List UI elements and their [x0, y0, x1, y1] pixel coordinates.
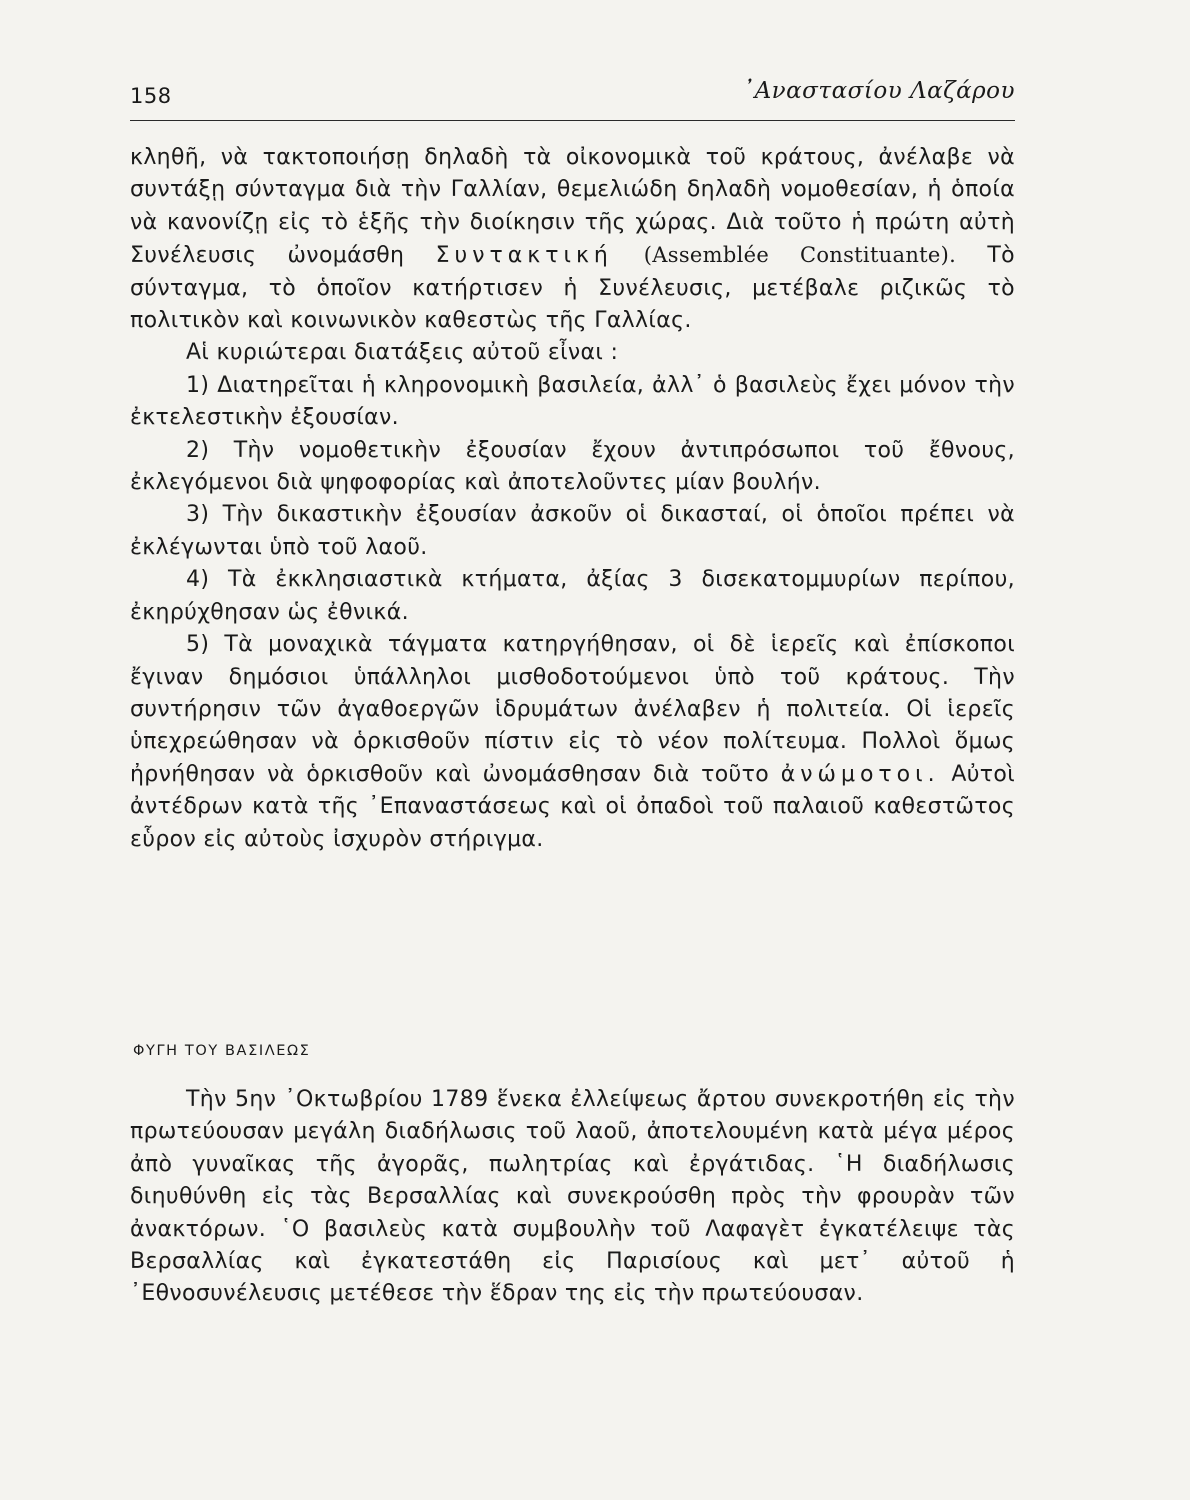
section-heading: ΦΥΓΗ ΤΟΥ ΒΑΣΙΛΕΩΣ [133, 1043, 311, 1059]
emphasized-term: Συντακτική [435, 243, 613, 269]
paragraph-text: κληθῆ, νὰ τακτοποιήσῃ δηλαδὴ τὰ οἰκονομικὰ τοῦ κράτους, ἀνέλαβε νὰ συντάξῃ σύνταγμα διὰ τὴν Γαλλίαν, θεμελιώδη δηλαδὴ νομοθεσίαν, ἡ ὁποία νὰ κανονίζῃ εἰς τὸ ἑξῆς τὴν διοίκησιν τῆς χώρας. Διὰ τοῦτο ἡ πρώτη αὐτὴ Συνέλευσις ὠνομάσθη [130, 145, 1015, 269]
page-header [130, 78, 1015, 114]
section-kings-flight [130, 1084, 1015, 1311]
emphasized-term: ἀνώμοτοι. [780, 761, 940, 787]
running-head: ᾿Αναστασίου Λαζάρου [742, 78, 1015, 104]
paragraph-text: Αὐτοὶ ἀντέδρων κατὰ τῆς ᾿Επαναστάσεως καὶ οἱ ὀπαδοὶ τοῦ παλαιοῦ καθεστῶτος εὗρον εἰς αὐτοὺς ἰσχυρὸν στήριγμα. [130, 761, 1015, 852]
page-number: 158 [130, 84, 172, 108]
list-item-1: 1) Διατηρεῖται ἡ κληρονομικὴ βασιλεία, ἀλλ᾿ ὁ βασιλεὺς ἔχει μόνον τὴν ἐκτελεστικὴν ἐξουσίαν. [130, 372, 1015, 431]
paragraph-provisions-intro: Αἱ κυριώτεραι διατάξεις αὐτοῦ εἶναι : [186, 340, 619, 366]
french-term: (Assemblée Constituante). [612, 243, 957, 268]
paragraph-text: Τὸ σύνταγμα, τὸ ὁποῖον κατήρτισεν ἡ Συνέλευσις, μετέβαλε ριζικῶς τὸ πολιτικὸν καὶ κοινωνικὸν καθεστὼς τῆς Γαλλίας. [130, 243, 1015, 334]
list-item-3: 3) Τὴν δικαστικὴν ἐξουσίαν ἀσκοῦν οἱ δικασταί, οἱ ὁποῖοι πρέπει νὰ ἐκλέγωνται ὑπὸ τοῦ λαοῦ. [130, 502, 1015, 560]
list-item-2: 2) Τὴν νομοθετικὴν ἐξουσίαν ἔχουν ἀντιπρόσωποι τοῦ ἔθνους, ἐκλεγόμενοι διὰ ψηφοφορίας καὶ ἀποτελοῦντες μίαν βουλήν. [130, 437, 1015, 496]
paragraph-october-march: Τὴν 5ην ᾿Οκτωβρίου 1789 ἕνεκα ἐλλείψεως ἄρτου συνεκροτήθη εἰς τὴν πρωτεύουσαν μεγάλη διαδήλωσις τοῦ λαοῦ, ἀποτελουμένη κατὰ μέγα μέρος ἀπὸ γυναῖκας τῆς ἀγορᾶς, πωλητρίας καὶ ἐργάτιδας. ῾Η διαδήλωσις διηυθύνθη εἰς τὰς Βερσαλλίας καὶ συνεκρούσθη πρὸς τὴν φρουρὰν τῶν ἀνακτόρων. ῾Ο βασιλεὺς κατὰ συμβουλὴν τοῦ Λαφαγὲτ ἐγκατέλειψε τὰς Βερσαλλίας καὶ ἐγκατεστάθη εἰς Παρισίους καὶ μετ᾿ αὐτοῦ ἡ ᾿Εθνοσυνέλευσις μετέθεσε τὴν ἕδραν της εἰς τὴν πρωτεύουσαν. [130, 1087, 1015, 1307]
paragraph-text: 5) Τὰ μοναχικὰ τάγματα κατηργήθησαν, οἱ δὲ ἱερεῖς καὶ ἐπίσκοποι ἔγιναν δημόσιοι ὑπάλληλοι μισθοδοτούμενοι ὑπὸ τοῦ κράτους. Τὴν συντήρησιν τῶν ἀγαθοεργῶν ἱδρυμάτων ἀνέλαβεν ἡ πολιτεία. Οἱ ἱερεῖς ὑπεχρεώθησαν νὰ ὁρκισθοῦν πίστιν εἰς τὸ νέον πολίτευμα. Πολλοὶ ὅμως ἠρνήθησαν νὰ ὁρκισθοῦν καὶ ὠνομάσθησαν διὰ τοῦτο [130, 632, 1015, 787]
section-constitution [130, 142, 1015, 856]
header-rule [130, 120, 1015, 121]
paragraph-constituent-assembly [130, 142, 1015, 337]
list-item-4: 4) Τὰ ἐκκλησιαστικὰ κτήματα, ἀξίας 3 δισεκατομμυρίων περίπου, ἐκηρύχθησαν ὡς ἐθνικά. [130, 567, 1015, 625]
list-item-5 [130, 629, 1015, 856]
